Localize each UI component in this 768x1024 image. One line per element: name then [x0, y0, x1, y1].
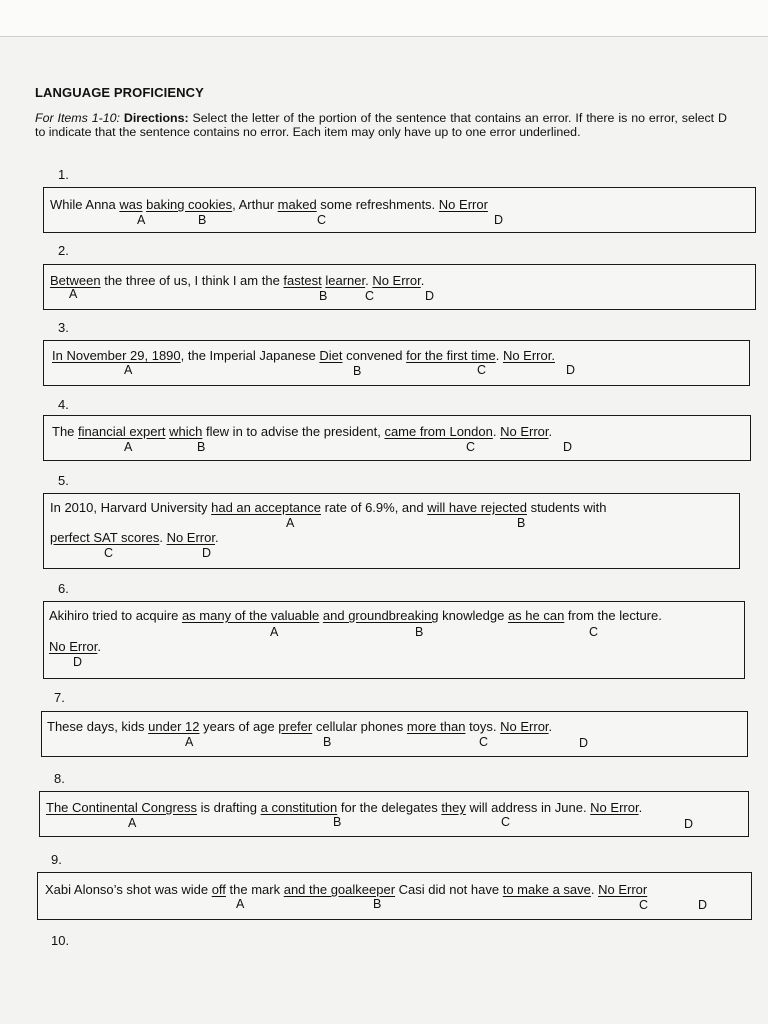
directions-body: Select the letter of the portion of the sentence that contains an error. If there is no error, select D to indicate that the sentence contains no error. Each item may only have up to one error underlined. [35, 111, 727, 139]
choice-letter-b[interactable]: B [333, 815, 342, 829]
sentence-text: convened [342, 348, 407, 363]
underlined-segment[interactable]: No Error [438, 197, 488, 212]
choice-letter-b[interactable]: B [353, 364, 362, 378]
underlined-segment[interactable]: had an acceptance [211, 500, 321, 515]
underlined-segment[interactable]: baking cookies [146, 197, 233, 212]
item-number: 8. [54, 771, 65, 786]
choice-letter-d[interactable]: D [566, 363, 576, 377]
question-box [43, 340, 750, 386]
sentence-line [52, 424, 552, 439]
choice-letter-c[interactable]: C [365, 289, 375, 303]
sentence-text: years of age [199, 719, 279, 734]
sentence-text: . [590, 882, 599, 897]
choice-letter-c[interactable]: C [317, 213, 327, 227]
underlined-segment[interactable]: No Error. [502, 348, 555, 363]
underlined-segment[interactable]: No Error [500, 719, 549, 734]
underlined-segment[interactable]: No Error [590, 800, 639, 815]
underlined-segment[interactable]: Diet [319, 348, 343, 363]
choice-letter-d[interactable]: D [698, 898, 708, 912]
sentence-text: for the delegates [337, 800, 442, 815]
underlined-segment[interactable]: perfect SAT scores [50, 530, 160, 545]
item-number: 4. [58, 397, 69, 412]
item-number: 2. [58, 243, 69, 258]
scan-top-margin [0, 0, 768, 37]
sentence-text: . [159, 530, 167, 545]
sentence-text: toys. [465, 719, 501, 734]
sentence-text: rate of 6.9%, and [321, 500, 428, 515]
underlined-segment[interactable]: Between [50, 273, 101, 288]
choice-letter-d[interactable]: D [563, 440, 573, 454]
section-heading: LANGUAGE PROFICIENCY [35, 85, 204, 100]
choice-letter-c[interactable]: C [479, 735, 489, 749]
choice-letter-b[interactable]: B [323, 735, 332, 749]
sentence-line [49, 608, 662, 623]
choice-letter-d[interactable]: D [494, 213, 504, 227]
underlined-segment[interactable]: they [441, 800, 466, 815]
question-box [41, 711, 748, 757]
sentence-text: While Anna [50, 197, 120, 212]
sentence-line [46, 800, 642, 815]
sentence-line [50, 273, 424, 288]
sentence-text: knowledge [438, 608, 508, 623]
underlined-segment[interactable]: prefer [278, 719, 313, 734]
sentence-text: . [97, 639, 102, 654]
choice-letter-d[interactable]: D [202, 546, 212, 560]
underlined-segment[interactable]: which [169, 424, 203, 439]
choice-letter-b[interactable]: B [517, 516, 526, 530]
sentence-line [47, 719, 552, 734]
choice-letter-d[interactable]: D [425, 289, 435, 303]
choice-letter-a[interactable]: A [137, 213, 146, 227]
sentence-text: . [548, 424, 553, 439]
sentence-text: Casi did not have [395, 882, 503, 897]
sentence-line [49, 639, 101, 654]
item-number: 3. [58, 320, 69, 335]
item-number: 5. [58, 473, 69, 488]
underlined-segment[interactable]: as he can [507, 608, 565, 623]
choice-letter-d[interactable]: D [73, 655, 83, 669]
sentence-text: . [214, 530, 219, 545]
underlined-segment[interactable]: will have rejected [427, 500, 527, 515]
sentence-text: . [638, 800, 643, 815]
sentence-text: Xabi Alonso’s shot was wide [45, 882, 212, 897]
choice-letter-a[interactable]: A [236, 897, 245, 911]
underlined-segment[interactable]: as many of the valuable [181, 608, 320, 623]
sentence-text: will address in June. [465, 800, 591, 815]
underlined-segment[interactable]: No Error [166, 530, 215, 545]
item-number: 6. [58, 581, 69, 596]
underlined-segment[interactable]: came from London [384, 424, 493, 439]
sentence-text: is drafting [197, 800, 261, 815]
underlined-segment[interactable]: learner [325, 273, 366, 288]
sentence-text: These days, kids [47, 719, 149, 734]
sentence-text: . [365, 273, 373, 288]
sentence-line [50, 500, 606, 515]
underlined-segment[interactable]: under 12 [148, 719, 200, 734]
item-number: 1. [58, 167, 69, 182]
sentence-line [50, 530, 219, 545]
sentence-text: The [52, 424, 79, 439]
choice-letter-a[interactable]: A [128, 816, 137, 830]
sentence-line [52, 348, 555, 363]
underlined-segment[interactable]: to make a save [502, 882, 591, 897]
choice-letter-c[interactable]: C [466, 440, 476, 454]
choice-letter-c[interactable]: C [477, 363, 487, 377]
directions-item-range: For Items 1-10: [35, 111, 120, 125]
sentence-text: . [548, 719, 553, 734]
underlined-segment[interactable]: more than [406, 719, 466, 734]
sentence-text: the mark [225, 882, 284, 897]
sentence-line [45, 882, 647, 897]
choice-letter-a[interactable]: A [124, 440, 133, 454]
sentence-text: . [495, 348, 503, 363]
underlined-segment[interactable]: No Error [598, 882, 648, 897]
underlined-segment[interactable]: and the goalkeeper [283, 882, 396, 897]
choice-letter-c[interactable]: C [501, 815, 511, 829]
underlined-segment[interactable]: was [119, 197, 143, 212]
sentence-text: from the lecture. [564, 608, 662, 623]
choice-letter-d[interactable]: D [684, 817, 694, 831]
choice-letter-d[interactable]: D [579, 736, 589, 750]
underlined-segment[interactable]: The Continental Congress [46, 800, 198, 815]
sentence-text: cellular phones [312, 719, 407, 734]
choice-letter-c[interactable]: C [104, 546, 114, 560]
underlined-segment[interactable]: In November 29, 1890 [52, 348, 181, 363]
choice-letter-a[interactable]: A [69, 287, 78, 301]
choice-letter-b[interactable]: B [319, 289, 328, 303]
item-number: 10. [51, 933, 70, 948]
choice-letter-c[interactable]: C [639, 898, 649, 912]
directions-paragraph [35, 112, 727, 139]
underlined-segment[interactable]: for the first time [406, 348, 496, 363]
item-number: 7. [54, 690, 65, 705]
choice-letter-a[interactable]: A [124, 363, 133, 377]
sentence-text: . [492, 424, 501, 439]
underlined-segment[interactable]: a constitution [260, 800, 338, 815]
choice-letter-c[interactable]: C [589, 625, 599, 639]
choice-letter-a[interactable]: A [185, 735, 194, 749]
underlined-segment[interactable]: No Error [372, 273, 421, 288]
sentence-text: students with [526, 500, 607, 515]
choice-letter-b[interactable]: B [197, 440, 206, 454]
sentence-text: , the Imperial Japanese [180, 348, 320, 363]
item-number: 9. [51, 852, 62, 867]
sentence-text: . [420, 273, 425, 288]
directions-label: Directions: [123, 111, 189, 125]
sentence-text: flew in to advise the president, [202, 424, 385, 439]
choice-letter-a[interactable]: A [286, 516, 295, 530]
underlined-segment[interactable]: and groundbreaking [322, 608, 439, 623]
underlined-segment[interactable]: off [211, 882, 226, 897]
sentence-line [50, 197, 488, 212]
sentence-text: , Arthur [232, 197, 278, 212]
underlined-segment[interactable]: No Error [500, 424, 549, 439]
choice-letter-b[interactable]: B [415, 625, 424, 639]
choice-letter-b[interactable]: B [373, 897, 382, 911]
sentence-text: the three of us, I think I am the [100, 273, 284, 288]
choice-letter-b[interactable]: B [198, 213, 207, 227]
sentence-text: In 2010, Harvard University [50, 500, 212, 515]
choice-letter-a[interactable]: A [270, 625, 279, 639]
underlined-segment[interactable]: No Error [49, 639, 98, 654]
underlined-segment[interactable]: financial expert [78, 424, 166, 439]
underlined-segment[interactable]: maked [277, 197, 317, 212]
sentence-text: Akihiro tried to acquire [49, 608, 182, 623]
underlined-segment[interactable]: fastest [283, 273, 322, 288]
sentence-text: some refreshments. [316, 197, 439, 212]
